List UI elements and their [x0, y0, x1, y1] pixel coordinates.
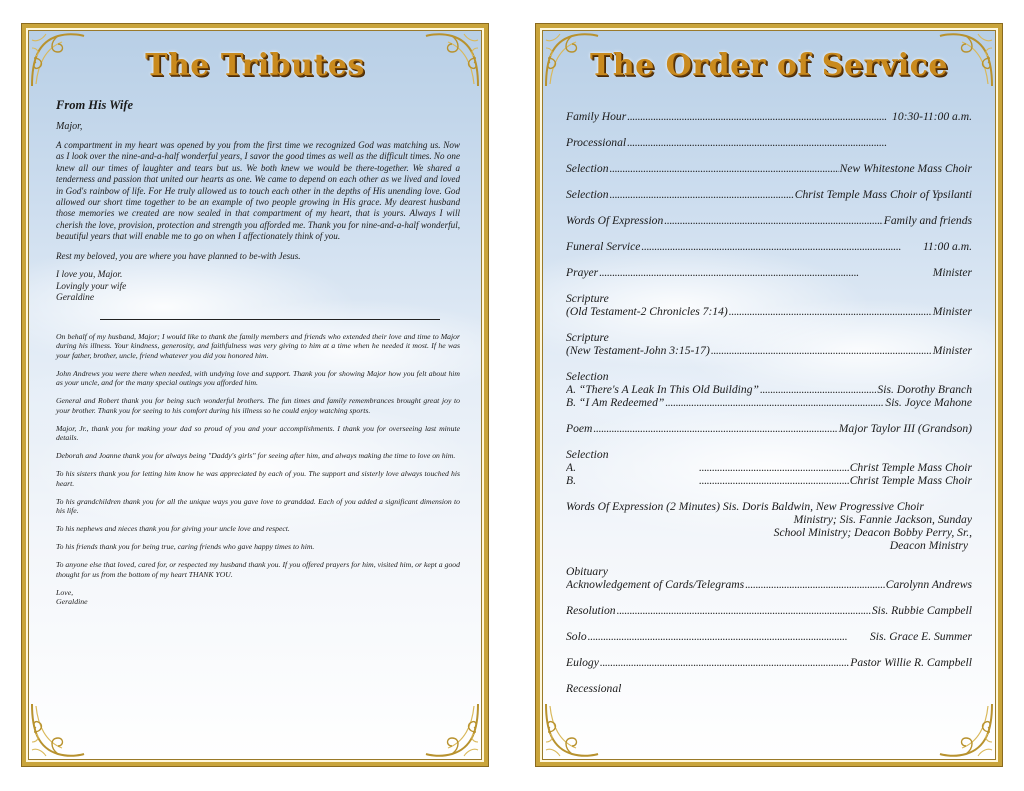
- divider: [100, 319, 440, 320]
- item-title: Selection: [566, 448, 609, 461]
- item-title: Scripture: [566, 331, 609, 344]
- item-value: Ministry; Sis. Fannie Jackson, Sunday: [793, 513, 972, 526]
- tributes-body: [56, 98, 460, 607]
- tribute-paragraph: On behalf of my husband, Major; I would like to thank the family members and friends who extended their love and time to Major during his illness. Your kindness, generosity, and faithfulness was very giving to him at a time when he needed it most. If he was your father, brother, uncle, friend whatever you did you honored him.: [56, 331, 460, 360]
- item-label: Words Of Expression (2 Minutes) Sis. Doris Baldwin, New Progressive Choir: [566, 500, 924, 513]
- item-label: A. “There's A Leak In This Old Building”: [566, 383, 759, 396]
- program-item-processional: [566, 136, 972, 149]
- item-label: A.: [566, 461, 576, 474]
- item-label: (New Testament-John 3:15-17): [566, 344, 710, 357]
- item-title: Obituary: [566, 565, 608, 578]
- tribute-paragraph: John Andrews you were there when needed, with undying love and support. Thank you for showing Major how you felt about him as your uncle, and for the many special outings you afforded him.: [56, 368, 460, 388]
- signature-line: I love you, Major.: [56, 270, 123, 281]
- item-label: Selection: [566, 162, 609, 175]
- tribute-paragraph: To anyone else that loved, cared for, or respected my husband thank you. If you offered prayers for him, visited him, or kept a good thought for us from the bottom of my heart THANK YOU.: [56, 560, 460, 579]
- program-item-prayer: [566, 266, 972, 279]
- program-item-scripture: [566, 292, 972, 318]
- tributes-page: [22, 24, 488, 766]
- signature-line: Geraldine: [56, 293, 95, 304]
- program-item-eulogy: [566, 656, 972, 669]
- tribute-paragraph: Deborah and Joanne thank you for always being "Daddy's girls" for seeing after him, and always making the time to love on him.: [56, 451, 456, 461]
- order-of-service-page: [536, 24, 1002, 766]
- item-value: Sis. Dorothy Branch: [877, 383, 972, 396]
- item-value: Christ Temple Mass Choir: [849, 461, 972, 474]
- scroll-flourish-icon: [542, 700, 602, 760]
- item-value: Family and friends: [883, 214, 972, 227]
- page-title: The Order of Service: [589, 48, 949, 83]
- tribute-heading: From His Wife: [56, 98, 134, 112]
- item-value: Deacon Ministry: [889, 539, 968, 552]
- tribute-greeting: Major,: [56, 121, 83, 132]
- item-label: B. “I Am Redeemed”: [566, 396, 665, 409]
- item-value: Sis. Joyce Mahone: [885, 396, 972, 409]
- tribute-paragraph: General and Robert thank you for being such wonderful brothers. The fun times and family remembrances brought great joy to your brother. Thank you for seeing to his comfort during his illness so he could enjoy watching sports.: [56, 396, 460, 415]
- program-item-selection: [566, 188, 972, 201]
- wife-tribute-paragraph: A compartment in my heart was opened by you from the first time we recognized God was matching us. Now as I look over the nine-and-a-half wonderful years, I savor the good times as well as the difficult times. No one knew all our times of laughter and tears but us. We both knew we would be there-together. We shared a tenderness and passion that united our hearts as one. We came to depend on each other as we lived and loved in God's rainbow of life. For He truly allowed us to touch each other in the depths of His unending love. God allowed our short time together to be an example of two people growing in His grace. My dearest husband those memories we created are now sealed in that compartment of my heart, that is yours. Always I will cherish the love, provision, protection and strength you afforded me. Thank you for nine-and-a-half wonderful, beautiful years that will enable me to go on when I affectionately think of you.: [56, 140, 460, 242]
- tribute-paragraph: To his nephews and nieces thank you for giving your uncle love and respect.: [56, 524, 290, 534]
- item-value: School Ministry; Deacon Bobby Perry, Sr.,: [773, 526, 972, 539]
- program-item-scripture: [566, 331, 972, 357]
- tribute-paragraph: To his grandchildren thank you for all the unique ways you gave love to granddad. Each of you added a significant dimension to his life.: [56, 496, 460, 516]
- tribute-paragraph: Major, Jr., thank you for making your dad so proud of you and your accomplishments. I thank you for overseeing last minute details.: [56, 423, 460, 443]
- program-item-solo: [566, 630, 972, 643]
- item-label: Family Hour: [566, 110, 627, 123]
- item-value: Minister: [932, 344, 972, 357]
- item-label: B.: [566, 474, 576, 487]
- item-value: Pastor Willie R. Campbell: [850, 656, 972, 669]
- item-label: Words Of Expression: [566, 214, 664, 227]
- item-label: Acknowledgement of Cards/Telegrams: [566, 578, 745, 591]
- scroll-flourish-icon: [936, 700, 996, 760]
- closing-line: Love,: [56, 587, 74, 597]
- item-label: Eulogy: [566, 656, 599, 669]
- closing-line: Geraldine: [56, 597, 88, 607]
- item-value: Carolynn Andrews: [885, 578, 972, 591]
- item-label: Funeral Service: [566, 240, 641, 253]
- program-item-resolution: [566, 604, 972, 617]
- program-item-family-hour: [566, 110, 972, 123]
- item-label: Selection: [566, 188, 609, 201]
- item-label: Poem: [566, 422, 593, 435]
- item-value: Minister: [932, 305, 972, 318]
- item-label: (Old Testament-2 Chronicles 7:14): [566, 305, 728, 318]
- program-item-obituary: [566, 565, 972, 591]
- item-value: Sis. Grace E. Summer: [869, 630, 972, 643]
- item-value: Major Taylor III (Grandson): [838, 422, 972, 435]
- rest-line: Rest my beloved, you are where you have planned to be-with Jesus.: [56, 250, 301, 261]
- item-value: New Whitestone Mass Choir: [839, 162, 972, 175]
- scroll-flourish-icon: [28, 700, 88, 760]
- item-label: Recessional: [566, 682, 622, 695]
- item-title: Selection: [566, 370, 609, 383]
- item-label: Resolution: [566, 604, 616, 617]
- program-item-words-of-expression: [566, 214, 972, 227]
- item-label: Prayer: [566, 266, 599, 279]
- program-item-selection: [566, 162, 972, 175]
- tribute-paragraph: To his friends thank you for being true, caring friends who gave happy times to him.: [56, 542, 315, 552]
- item-label: Solo: [566, 630, 587, 643]
- program-item-selection: [566, 370, 972, 409]
- program-item-words-of-expression: [566, 500, 972, 552]
- item-value: Christ Temple Mass Choir: [849, 474, 972, 487]
- item-value: 11:00 a.m.: [922, 240, 972, 253]
- program-item-poem: [566, 422, 972, 435]
- program-item-funeral-service: [566, 240, 972, 253]
- scroll-flourish-icon: [422, 700, 482, 760]
- item-value: Sis. Rubbie Campbell: [871, 604, 972, 617]
- item-title: Scripture: [566, 292, 609, 305]
- signature-line: Lovingly your wife: [56, 281, 127, 292]
- item-value: 10:30-11:00 a.m.: [892, 110, 972, 123]
- page-title: The Tributes: [145, 48, 365, 83]
- tribute-paragraph: To his sisters thank you for letting him know he was appreciated by each of you. The support and sisterly love always touched his heart.: [56, 469, 460, 488]
- service-program: [566, 110, 972, 708]
- item-label: Processional: [566, 136, 627, 149]
- item-value: Minister: [932, 266, 972, 279]
- program-item-recessional: [566, 682, 972, 695]
- item-value: Christ Temple Mass Choir of Ypsilanti: [794, 188, 972, 201]
- program-item-selection: [566, 448, 972, 487]
